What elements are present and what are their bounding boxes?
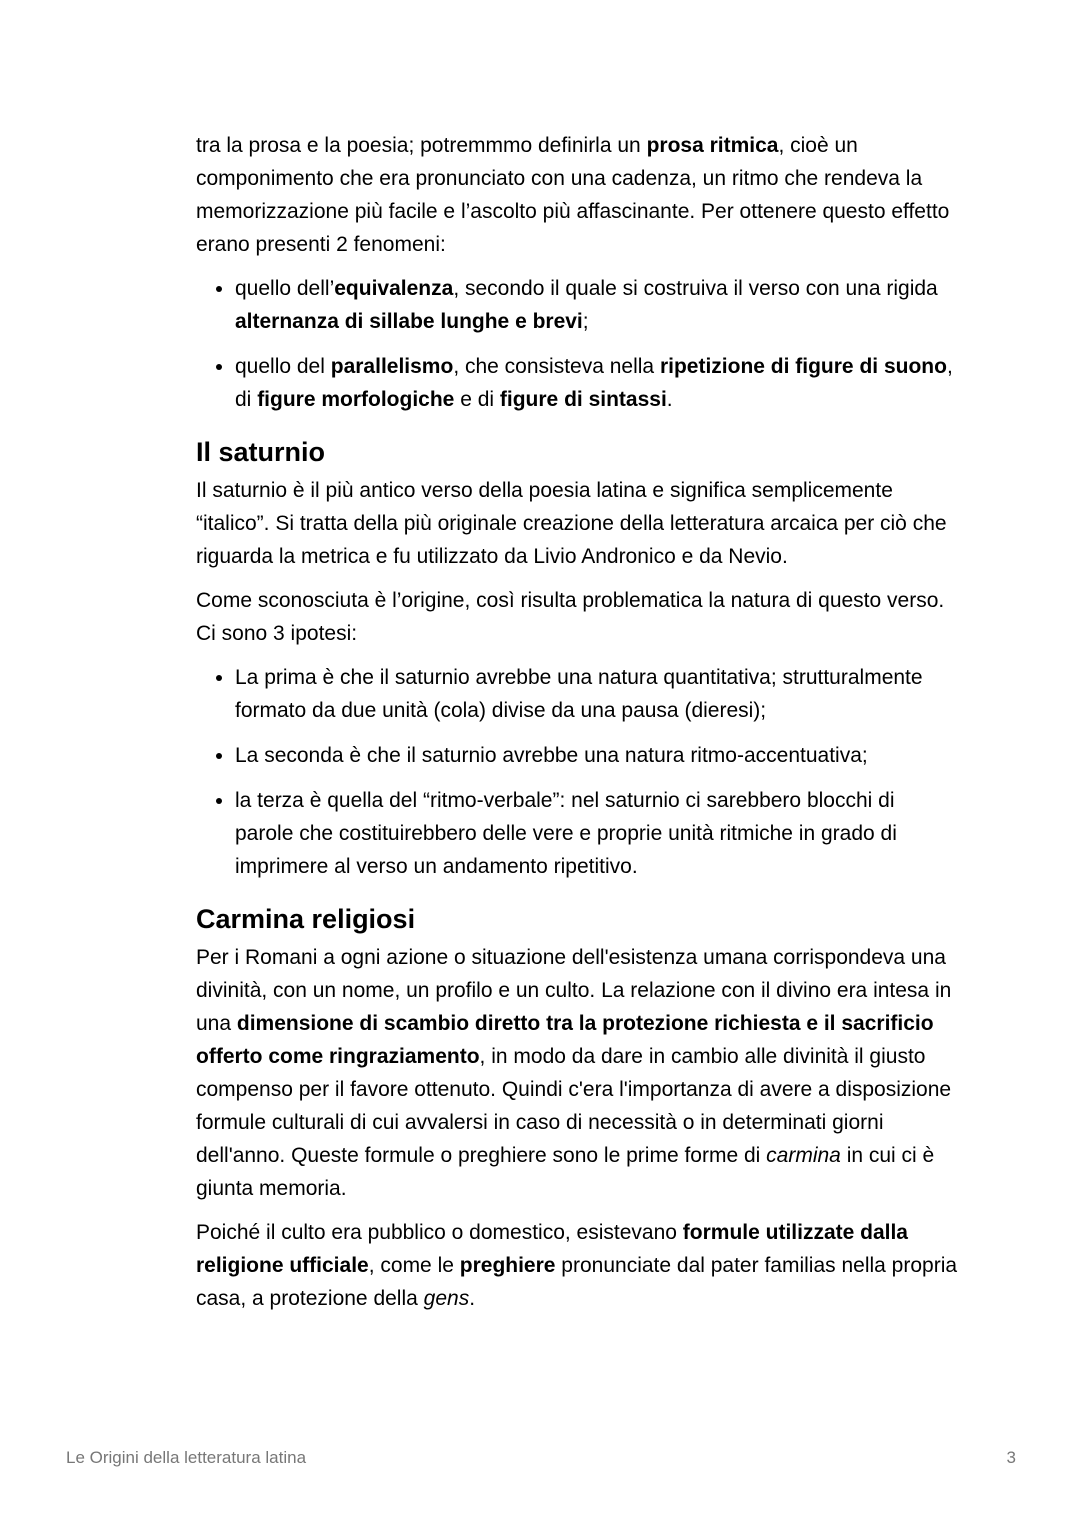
list-item (235, 739, 958, 772)
list-item (235, 661, 958, 727)
text-run: , di (235, 355, 953, 411)
text-run: , come le (368, 1254, 460, 1277)
footer-document-title: Le Origini della letteratura latina (66, 1448, 307, 1467)
paragraph (196, 941, 958, 1205)
text-run: e di (454, 388, 500, 411)
paragraph (196, 584, 958, 650)
bold-text: equivalenza (334, 277, 454, 300)
text-run: Il saturnio (196, 437, 326, 467)
text-run: , secondo il quale si costruiva il verso con una rigida (453, 277, 938, 300)
list-item (235, 350, 958, 416)
text-run: in cui ci è giunta memoria. (196, 1144, 935, 1200)
footer-page-number: 3 (1006, 1448, 1016, 1467)
text-run: , in modo da dare in cambio alle divinità il giusto compenso per il favore ottenuto. Quindi c'era l'importanza di avere a disposizione formule culturali di cui avvalersi in caso di necessità o in determinati giorni dell'anno. Queste formule o preghiere sono le prime forme di (196, 1045, 952, 1167)
section-heading (196, 901, 958, 937)
text-run: La seconda è che il saturnio avrebbe una natura ritmo-accentuativa; (235, 744, 868, 767)
text-run: tra la prosa e la poesia; potremmmo definirla un (196, 134, 647, 157)
list-item (235, 272, 958, 338)
bold-text: formule utilizzate dalla religione ufficiale (196, 1221, 908, 1277)
text-run: quello del (235, 355, 331, 378)
italic-text: gens (423, 1287, 470, 1310)
bullet-list (196, 272, 958, 416)
text-run: La prima è che il saturnio avrebbe una natura quantitativa; strutturalmente formato da due unità (cola) divise da una pausa (dieresi); (235, 666, 923, 722)
bold-text: alternanza di sillabe lunghe e brevi (235, 310, 583, 333)
section-heading (196, 434, 958, 470)
paragraph (196, 129, 958, 261)
bold-text: preghiere (459, 1254, 556, 1277)
bold-text: parallelismo (330, 355, 454, 378)
bold-text: ripetizione di figure di suono (659, 355, 947, 378)
list-item (235, 784, 958, 883)
paragraph (196, 1216, 958, 1315)
bold-text: prosa ritmica (646, 134, 779, 157)
bullet-list (196, 661, 958, 883)
text-run: ; (582, 310, 589, 333)
text-run: Carmina religiosi (196, 904, 416, 934)
text-run: la terza è quella del “ritmo-verbale”: nel saturnio ci sarebbero blocchi di parole che costituirebbero delle vere e proprie unità ritmiche in grado di imprimere al verso un andamento ripetitivo. (235, 789, 897, 878)
text-run: Il saturnio è il più antico verso della poesia latina e significa semplicemente “italico”. Si tratta della più originale creazione della letteratura arcaica per ciò che riguarda la metrica e fu utilizzato da Livio Andronico e da Nevio. (196, 479, 947, 568)
bold-text: dimensione di scambio diretto tra la protezione richiesta e il sacrificio offerto come ringraziamento (196, 1012, 934, 1068)
text-run: , che consisteva nella (453, 355, 660, 378)
italic-text: carmina (766, 1144, 841, 1167)
bold-text: figure morfologiche (257, 388, 455, 411)
text-run: pronunciate dal pater familias nella propria casa, a protezione della (196, 1254, 958, 1310)
text-run: . (469, 1287, 476, 1310)
text-run: Come sconosciuta è l’origine, così risulta problematica la natura di questo verso. Ci sono 3 ipotesi: (196, 589, 945, 645)
paragraph (196, 474, 958, 573)
text-run: Poiché il culto era pubblico o domestico, esistevano (196, 1221, 683, 1244)
bold-text: figure di sintassi (499, 388, 667, 411)
text-run: , cioè un componimento che era pronunciato con una cadenza, un ritmo che rendeva la memorizzazione più facile e l’ascolto più affascinante. Per ottenere questo effetto erano presenti 2 fenomeni: (196, 134, 950, 256)
text-run: Per i Romani a ogni azione o situazione dell'esistenza umana corrispondeva una divinità, con un nome, un profilo e un culto. La relazione con il divino era intesa in una (196, 946, 952, 1035)
text-run: . (666, 388, 673, 411)
document-body (196, 129, 958, 1326)
text-run: quello dell’ (235, 277, 335, 300)
